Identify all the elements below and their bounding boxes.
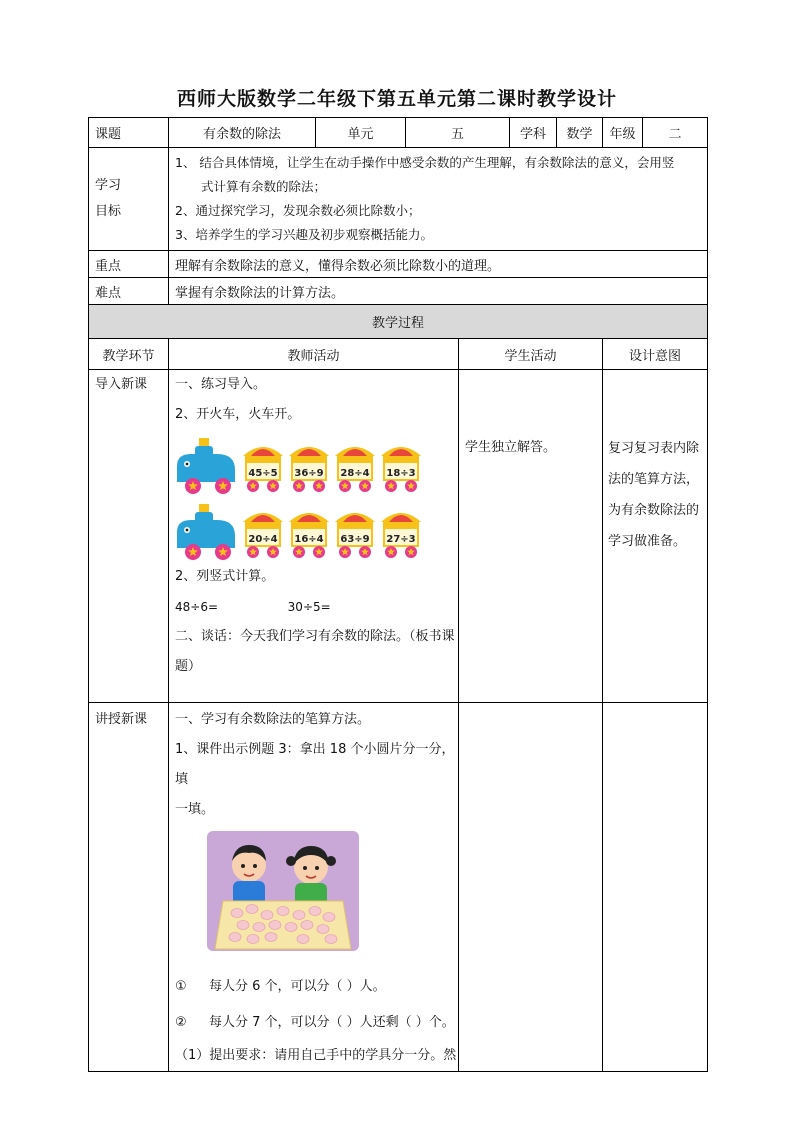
train-carriage: [243, 513, 283, 558]
key-point-label: 重点: [89, 251, 169, 278]
locomotive-icon: [177, 438, 235, 494]
train-carriage: [335, 513, 375, 558]
question-1-text: 每人分 6 个，可以分（ ）人。: [208, 979, 386, 994]
circled-one-mark: ①: [175, 979, 187, 994]
teacher-new: [169, 703, 459, 1072]
text-line: 一、学习有余数除法的笔算方法。: [175, 712, 371, 727]
question-2: [169, 1005, 458, 1041]
lesson-plan-table: [88, 117, 708, 1072]
train-carriage: [381, 513, 421, 558]
stage-intro: [89, 370, 169, 703]
text-line: 一填。: [175, 802, 215, 817]
topic-label: 课题: [89, 118, 169, 148]
train-illustration-2: [173, 502, 473, 562]
objectives-label: [89, 148, 169, 251]
division-label: 16÷4: [294, 534, 324, 545]
stage-new-label: 讲授新课: [95, 712, 148, 727]
objectives-text: [169, 148, 708, 251]
objective-line: 3、培养学生的学习兴趣及初步观察概括能力。: [175, 227, 433, 242]
calc-a: 48÷6=: [175, 600, 219, 614]
train-illustration-1: [173, 436, 473, 496]
objectives-label-line2: 目标: [95, 204, 122, 219]
train-carriage: [335, 447, 375, 492]
circled-two-mark: ②: [175, 1015, 187, 1030]
train-carriage: [289, 513, 329, 558]
division-label: 27÷3: [386, 534, 416, 545]
subject-value: 数学: [557, 118, 603, 148]
student-intro: [459, 370, 603, 703]
design-line: 学习做准备。: [608, 534, 687, 549]
design-intro: [603, 370, 708, 703]
student-new: [459, 703, 603, 1072]
col-student: 学生活动: [459, 339, 603, 370]
page-title: 西师大版数学二年级下第五单元第二课时教学设计: [176, 88, 617, 110]
division-label: 63÷9: [340, 534, 370, 545]
division-label: 28÷4: [340, 468, 370, 479]
train-carriage: [243, 447, 283, 492]
train-carriage: [289, 447, 329, 492]
process-title: 教学过程: [89, 305, 708, 339]
train-carriage: [381, 447, 421, 492]
key-point-text: 理解有余数除法的意义，懂得余数必须比除数小的道理。: [169, 251, 708, 278]
objectives-label-line1: 学习: [95, 178, 122, 193]
division-label: 20÷4: [248, 534, 278, 545]
division-label: 18÷3: [386, 468, 416, 479]
col-stage: 教学环节: [89, 339, 169, 370]
design-new: [603, 703, 708, 1072]
text-line: 一、练习导入。: [175, 377, 267, 392]
objective-line: 式计算有余数的除法；: [201, 179, 327, 194]
stage-new: [89, 703, 169, 1072]
children-dividing-illustration: [207, 831, 359, 951]
design-line: 为有余数除法的: [608, 503, 700, 518]
text-line: 题）: [175, 659, 202, 674]
difficulty-label: 难点: [89, 278, 169, 305]
subject-label: 学科: [510, 118, 557, 148]
calc-line: [169, 592, 458, 622]
unit-label: 单元: [316, 118, 406, 148]
design-line: 复习复习表内除: [608, 441, 700, 456]
text-line: 二、谈话：今天我们学习有余数的除法。（板书课: [175, 629, 455, 644]
question-2-text: 每人分 7 个，可以分（ ）人还剩（ ）个。: [208, 1015, 455, 1030]
unit-value: 五: [406, 118, 510, 148]
question-1: [169, 969, 458, 1005]
design-line: 法的笔算方法，: [608, 472, 700, 487]
difficulty-text: 掌握有余数除法的计算方法。: [169, 278, 708, 305]
topic-value: 有余数的除法: [169, 118, 316, 148]
text-line: （1）提出要求：请用自己手中的学具分一分。然: [175, 1048, 457, 1063]
objective-line: 1、 结合具体情境，让学生在动手操作中感受余数的产生理解，有余数除法的意义，会用竖: [175, 155, 675, 170]
stage-intro-label: 导入新课: [95, 377, 148, 392]
student-intro-text: 学生独立解答。: [465, 440, 557, 455]
grade-value: 二: [643, 118, 708, 148]
division-label: 45÷5: [248, 468, 278, 479]
text-line: 2、列竖式计算。: [175, 569, 275, 584]
teacher-intro: [169, 370, 459, 703]
text-line: 2、开火车，火车开。: [175, 407, 301, 422]
grade-label: 年级: [603, 118, 643, 148]
locomotive-icon: [177, 504, 235, 560]
division-label: 36÷9: [294, 468, 324, 479]
col-design: 设计意图: [603, 339, 708, 370]
objective-line: 2、通过探究学习，发现余数必须比除数小；: [175, 203, 421, 218]
text-line: 1、课件出示例题 3：拿出 18 个小圆片分一分，填: [175, 742, 455, 787]
calc-b: 30÷5=: [287, 600, 331, 614]
col-teacher: 教师活动: [169, 339, 459, 370]
